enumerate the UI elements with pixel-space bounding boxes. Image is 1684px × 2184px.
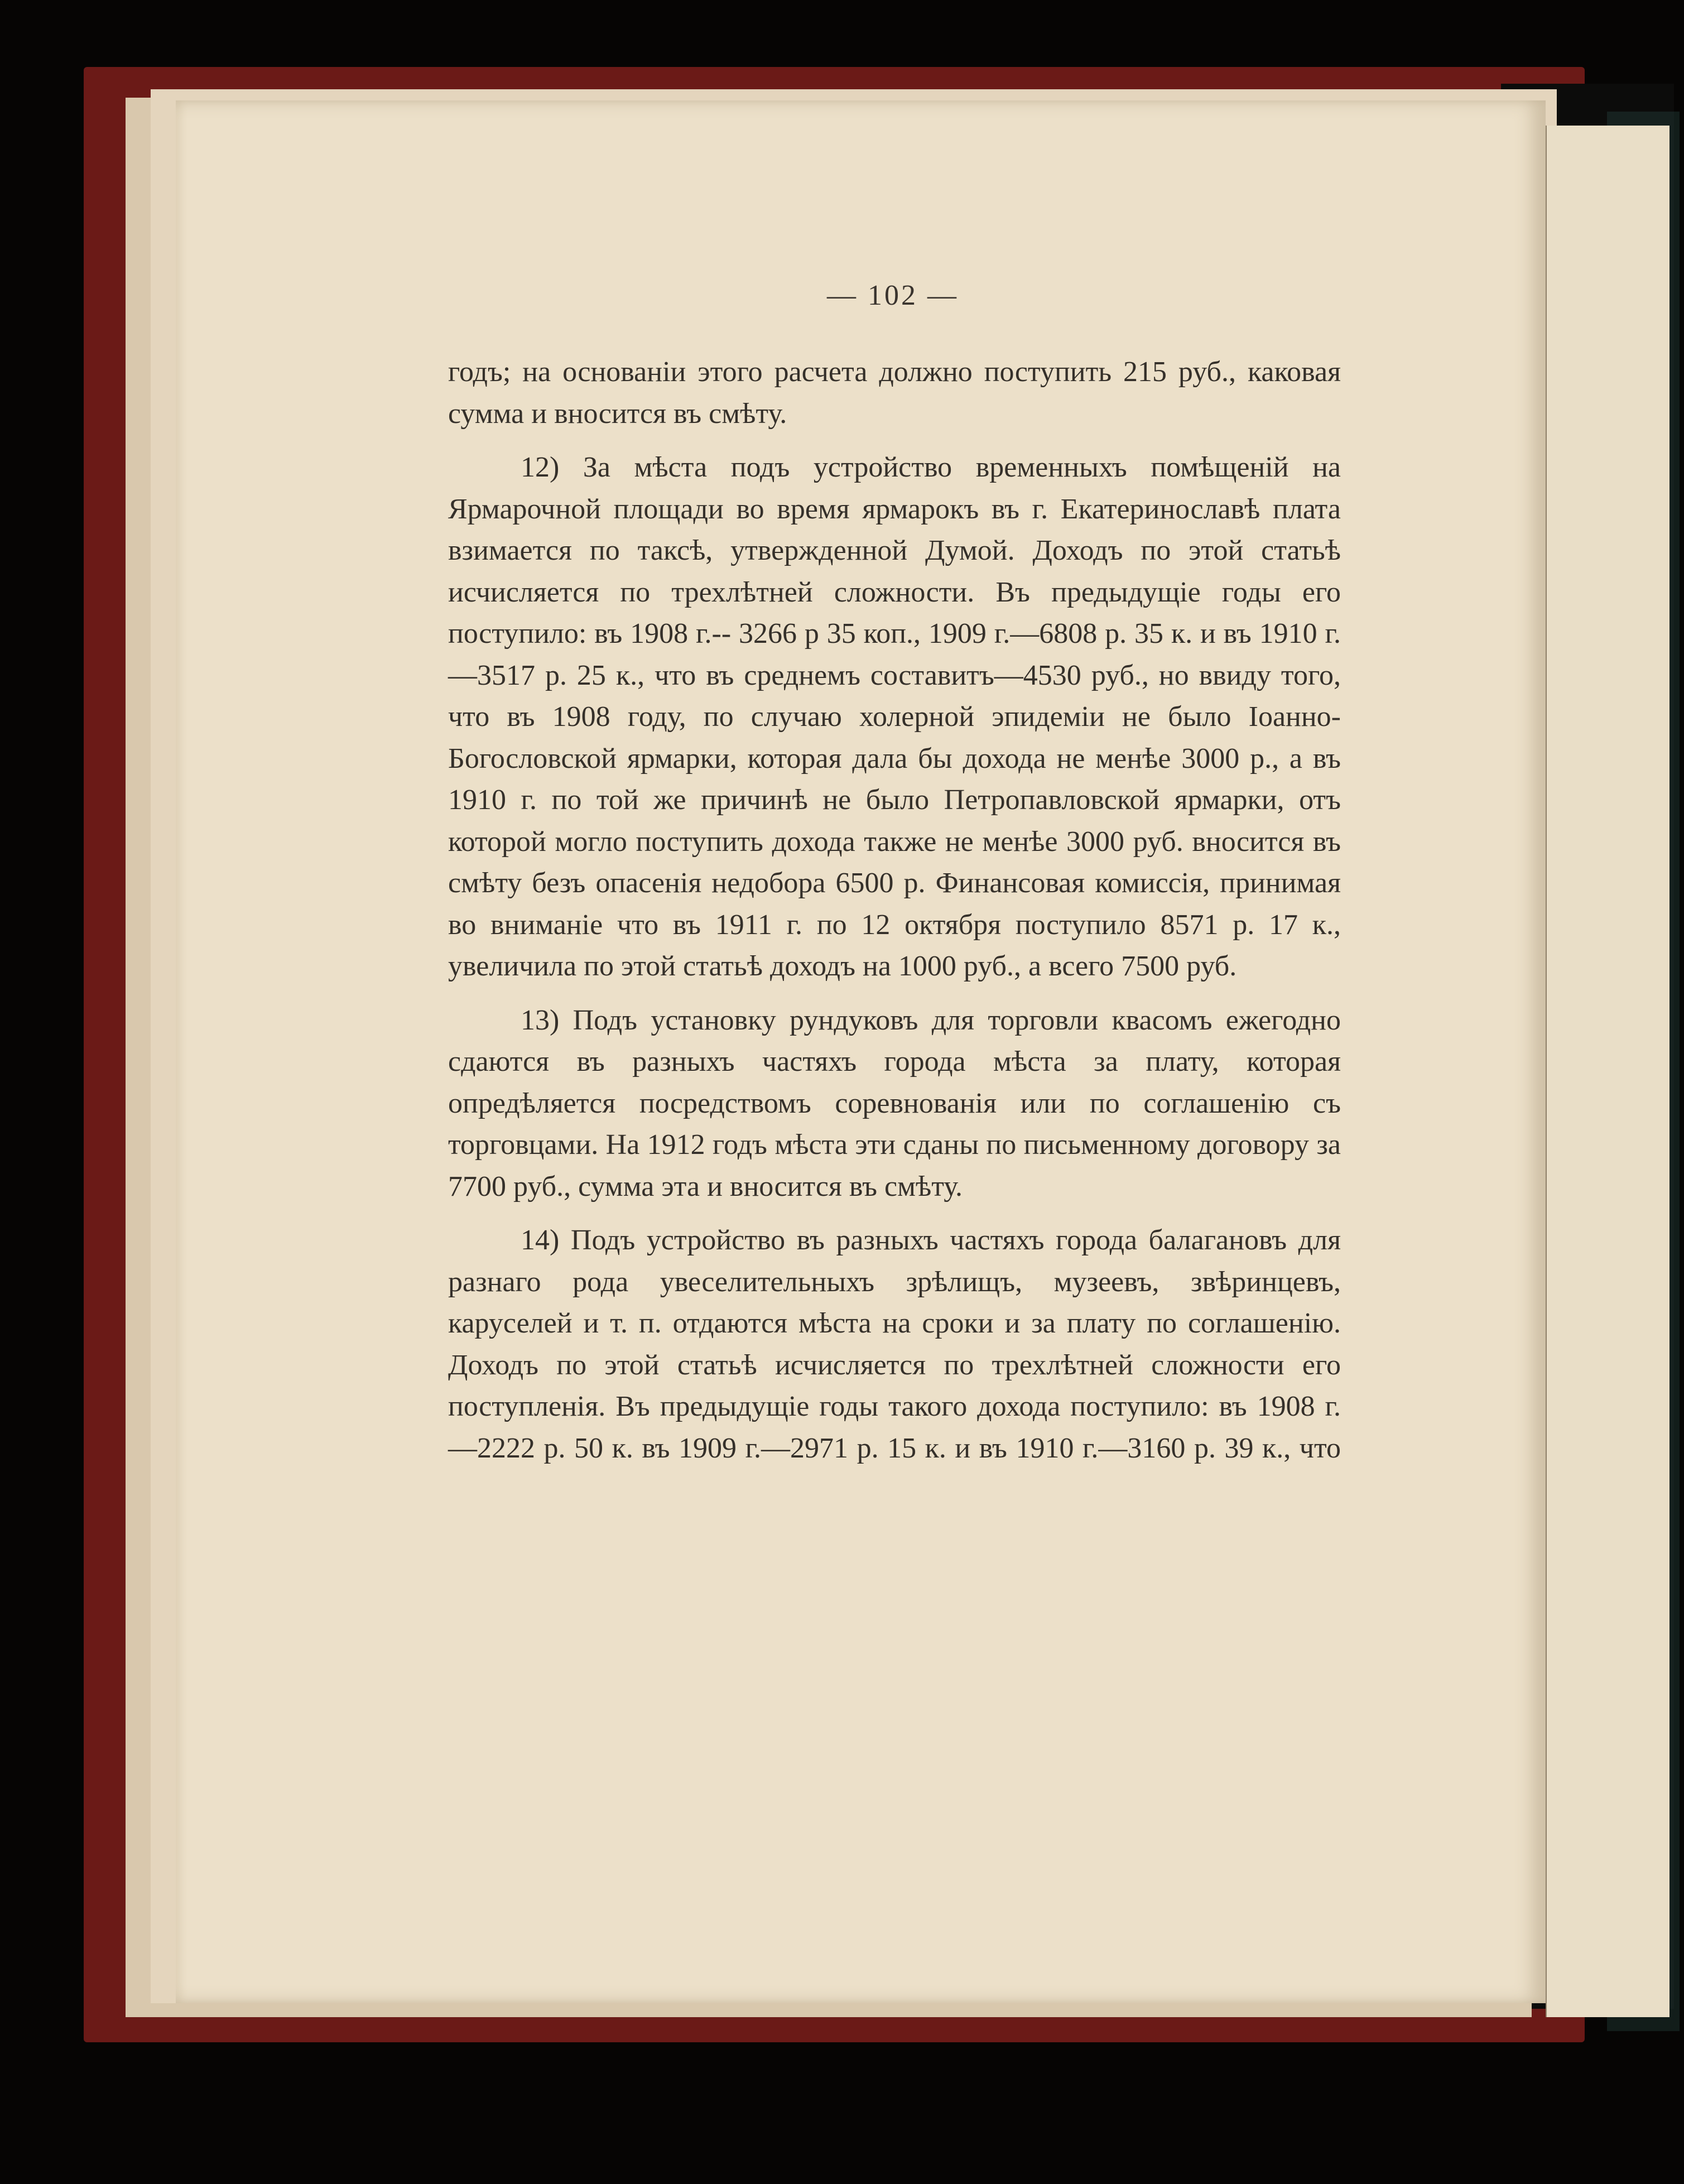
paragraph-item-13: 13) Подъ установку рундуковъ для торговли квасомъ ежегодно сдаются въ разныхъ частяхъ города мѣста за плату, которая опредѣляется посредствомъ соревнованiя или по соглашенiю съ торговцами. На 1912 годъ мѣста эти сданы по письменному договору за 7700 руб., сумма эта и вносится въ смѣту.	[448, 1004, 1341, 1202]
page-number: — 102 —	[827, 280, 959, 311]
facing-page-edge	[1546, 126, 1669, 2017]
paragraph-continuation: годъ; на основанiи этого расчета должно поступить 215 руб., каковая сумма и вносится въ смѣту.	[448, 356, 1341, 430]
paragraph-item-12: 12) За мѣста подъ устройство временныхъ помѣщенiй на Ярмарочной площади во время ярмарокъ въ г. Екатеринославѣ плата взимается по таксѣ, утвержденной Думой. Доходъ по этой статьѣ исчисляется по трехлѣтней сложности. Въ предыдущiе годы его поступило: въ 1908 г.-- 3266 р 35 коп., 1909 г.—6808 р. 35 к. и въ 1910 г.—3517 р. 25 к., что въ среднемъ составитъ—4530 руб., но ввиду того, что въ 1908 году, по случаю холерной эпидемiи не было Іоанно-Богословской ярмарки, которая дала бы дохода не менѣе 3000 р., а въ 1910 г. по той же причинѣ не было Петропавловской ярмарки, отъ которой могло поступить дохода также не менѣе 3000 руб. вносится въ смѣту безъ опасенiя недобора 6500 р. Финансовая комиссiя, принимая во вниманiе что въ 1911 г. по 12 октября поступило 8571 р. 17 к., увеличила по этой статьѣ доходъ на 1000 руб., а всего 7500 руб.	[448, 451, 1341, 982]
page-body-text	[448, 352, 1341, 1481]
paragraph-item-14: 14) Подъ устройство въ разныхъ частяхъ города балагановъ для разнаго рода увеселительныхъ зрѣлищъ, музеевъ, звѣринцевъ, каруселей и т. п. отдаются мѣста на сроки и за плату по соглашенiю. Доходъ по этой статьѣ исчисляется по трехлѣтней сложности его поступленiя. Въ предыдущiе годы такого дохода поступило: въ 1908 г.—2222 р. 50 к. въ 1909 г.—2971 р. 15 к. и въ 1910 г.—3160 р. 39 к., что	[448, 1224, 1341, 1464]
